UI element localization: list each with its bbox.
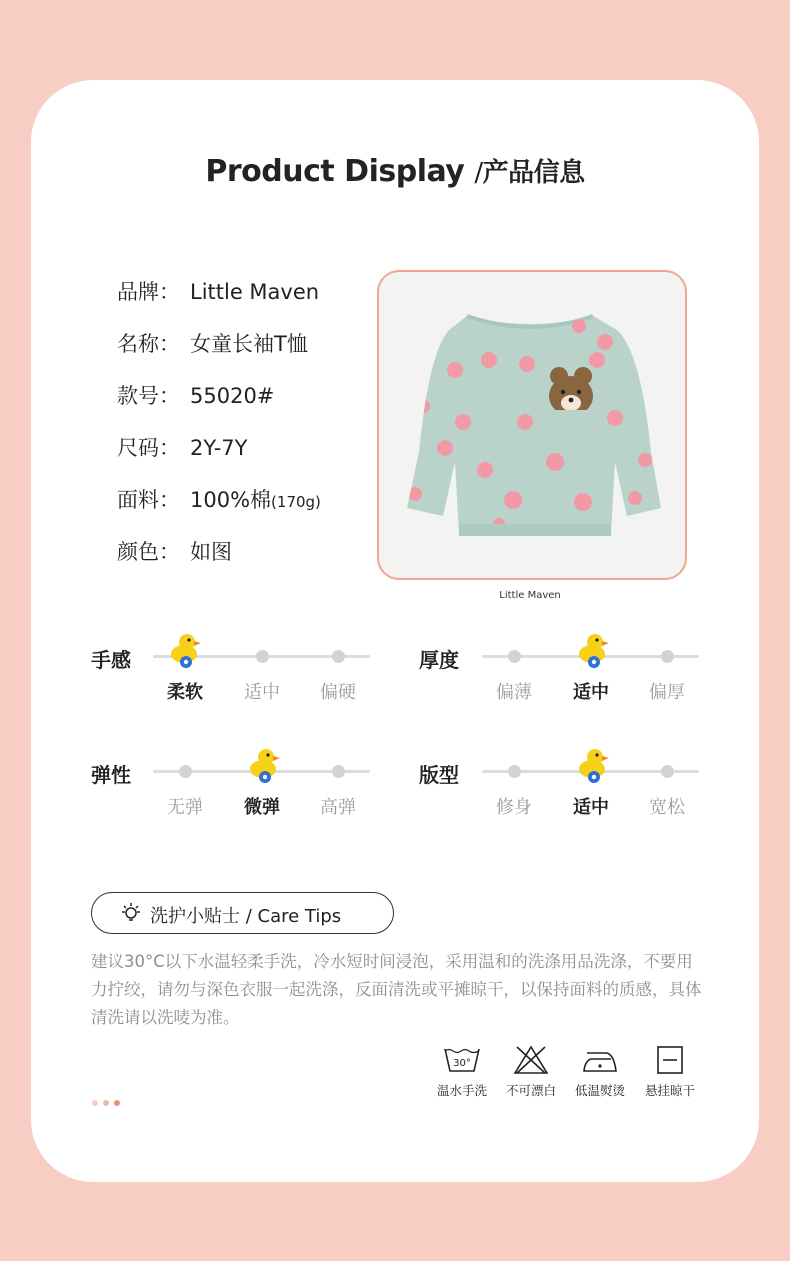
- spec-label: 面料：: [117, 488, 180, 512]
- spec-value: 2Y-7Y: [190, 436, 248, 460]
- rating-option: 宽松: [649, 797, 685, 818]
- duck-marker-icon: [247, 747, 281, 783]
- care-label: 悬挂晾干: [644, 1083, 695, 1098]
- spec-label: 品牌：: [117, 280, 180, 304]
- rating-label-feel: 手感: [91, 648, 131, 672]
- indicator-dot: [103, 1100, 109, 1106]
- care-label: 温水手洗: [436, 1083, 487, 1098]
- spec-label: 颜色：: [117, 540, 180, 564]
- care-tips-title: 洗护小贴士 / Care Tips: [150, 906, 342, 927]
- spec-fabric: [117, 484, 321, 514]
- rating-label-thickness: 厚度: [419, 648, 459, 672]
- indicator-dot: [92, 1100, 98, 1106]
- care-item-no-bleach: [496, 1045, 566, 1099]
- care-item-hang-dry: [635, 1045, 705, 1099]
- spec-value: Little Maven: [190, 280, 320, 304]
- rating-option: 修身: [496, 797, 532, 818]
- rating-label-fit: 版型: [419, 763, 459, 787]
- rating-option: 微弹: [244, 797, 280, 818]
- spec-size: [117, 432, 247, 462]
- spec-value: 女童长袖T恤: [190, 332, 308, 356]
- rating-dot: [508, 650, 521, 663]
- spec-extra: (170g): [271, 493, 321, 511]
- rating-option: 适中: [573, 797, 609, 818]
- spec-brand: [117, 276, 319, 306]
- rating-dot: [332, 765, 345, 778]
- spec-value: 100%棉: [190, 488, 272, 512]
- page-indicator: [92, 1091, 125, 1110]
- care-item-low-iron: [565, 1045, 635, 1099]
- rating-option: 偏硬: [320, 682, 356, 703]
- spec-style-number: [117, 380, 274, 410]
- rating-option: 适中: [573, 682, 609, 703]
- wash-temp-label: 30°: [453, 1058, 471, 1069]
- spec-name: [117, 328, 308, 358]
- care-tips-pill: [91, 892, 394, 934]
- spec-label: 名称：: [117, 332, 180, 356]
- duck-marker-icon: [576, 632, 610, 668]
- spec-value: 如图: [190, 540, 232, 564]
- rating-option: 适中: [244, 682, 280, 703]
- title-english: Product Display: [205, 154, 465, 189]
- duck-marker-icon: [576, 747, 610, 783]
- hand-wash-icon: [443, 1045, 481, 1075]
- rating-dot: [661, 765, 674, 778]
- spec-color: [117, 536, 232, 566]
- rating-dot: [256, 650, 269, 663]
- duck-marker-icon: [168, 632, 202, 668]
- rating-option: 偏厚: [649, 682, 685, 703]
- care-tips-line: 清洗请以洗唛为准。: [91, 1008, 240, 1027]
- rating-dot: [661, 650, 674, 663]
- care-label: 不可漂白: [505, 1083, 556, 1098]
- rating-option: 高弹: [320, 797, 356, 818]
- no-bleach-icon: [512, 1045, 550, 1075]
- page-title: [0, 152, 790, 189]
- care-tips-line: 建议30°C以下水温轻柔手洗，冷水短时间浸泡，采用温和的洗涤用品洗涤，不要用: [91, 952, 693, 971]
- title-chinese: 产品信息: [482, 158, 585, 188]
- title-separator: /: [474, 158, 483, 188]
- rating-label-elasticity: 弹性: [91, 763, 131, 787]
- spec-value: 55020#: [190, 384, 275, 408]
- spec-label: 尺码：: [117, 436, 180, 460]
- care-tips-text: [91, 948, 706, 1032]
- low-iron-icon: [581, 1045, 619, 1075]
- tshirt-illustration: [379, 272, 685, 578]
- care-tips-line: 力拧绞，请勿与深色衣服一起洗涤，反面清洗或平摊晾干，以保持面料的质感，具体: [91, 980, 702, 999]
- rating-option: 偏薄: [496, 682, 532, 703]
- indicator-dot: [114, 1100, 120, 1106]
- hang-dry-icon: [651, 1045, 689, 1075]
- rating-dot: [332, 650, 345, 663]
- rating-dot: [508, 765, 521, 778]
- rating-option: 无弹: [167, 797, 203, 818]
- rating-dot: [179, 765, 192, 778]
- lightbulb-icon: [120, 902, 142, 924]
- rating-option: 柔软: [167, 682, 203, 703]
- product-image: [377, 270, 687, 580]
- care-label: 低温熨烫: [574, 1083, 625, 1098]
- spec-label: 款号：: [117, 384, 180, 408]
- care-item-hand-wash: [427, 1045, 497, 1099]
- product-caption: Little Maven: [499, 590, 561, 601]
